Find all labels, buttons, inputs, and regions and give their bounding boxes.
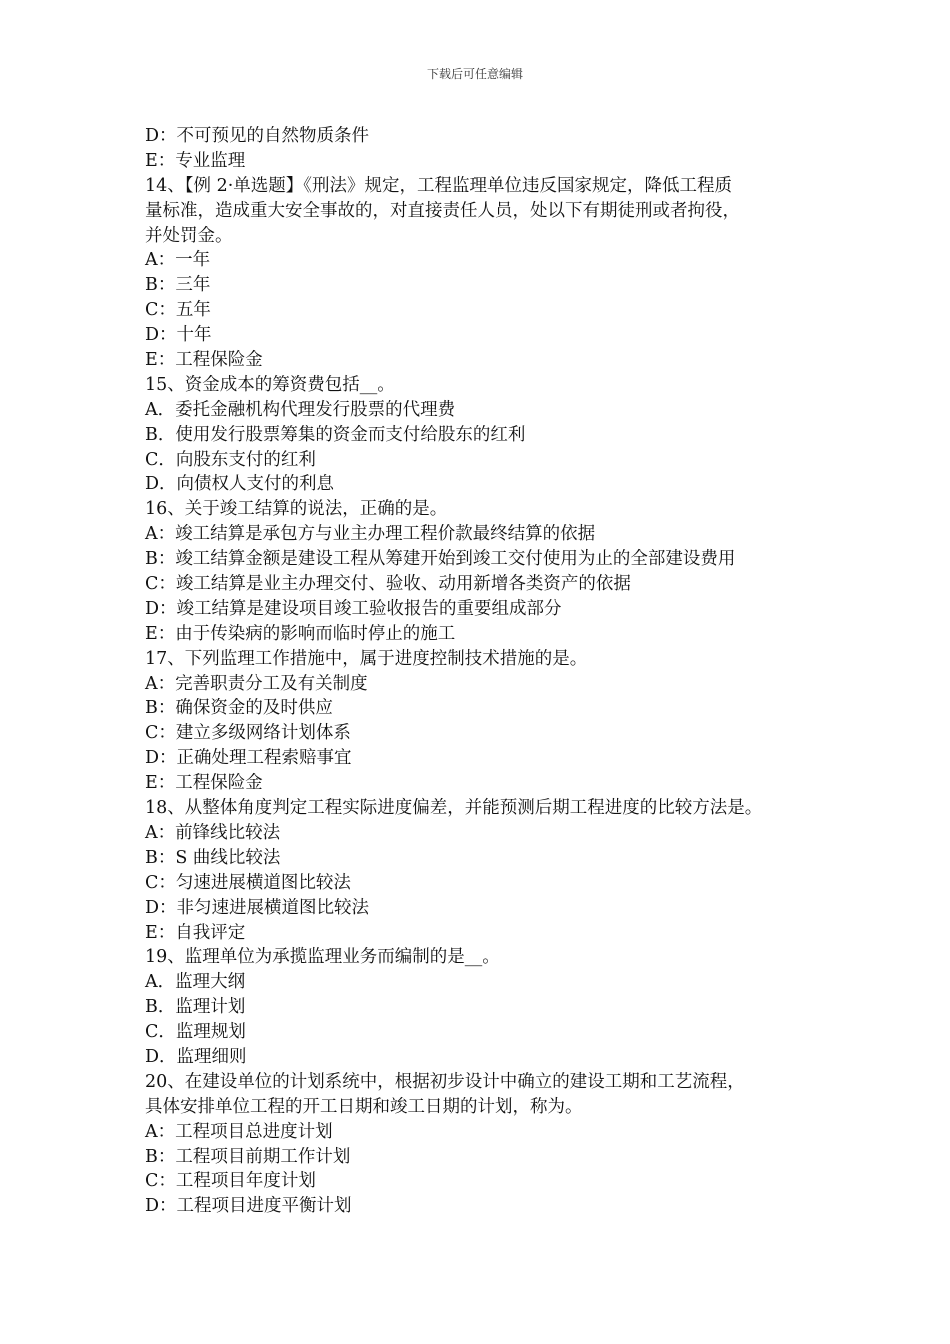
option-line: A：前锋线比较法 xyxy=(145,822,281,843)
option-line: A：竣工结算是承包方与业主办理工程价款最终结算的依据 xyxy=(145,524,596,545)
option-line: C：匀速进展横道图比较法 xyxy=(145,872,351,893)
option-line: B：S 曲线比较法 xyxy=(145,847,281,868)
question-17-line: 17、下列监理工作措施中，属于进度控制技术措施的是。 xyxy=(145,648,588,669)
option-line: B：三年 xyxy=(145,275,211,296)
option-line: B：确保资金的及时供应 xyxy=(145,698,333,719)
option-line: B：竣工结算金额是建设工程从筹建开始到竣工交付使用为止的全部建设费用 xyxy=(145,549,736,570)
option-line: D：不可预见的自然物质条件 xyxy=(145,126,370,146)
question-18-line: 18、从整体角度判定工程实际进度偏差，并能预测后期工程进度的比较方法是。 xyxy=(145,798,763,819)
question-20-line: 具体安排单位工程的开工日期和竣工日期的计划，称为。 xyxy=(145,1096,583,1117)
question-16-line: 16、关于竣工结算的说法，正确的是。 xyxy=(145,499,448,520)
question-14-line: 14、【例 2·单选题】《刑法》规定，工程监理单位违反国家规定，降低工程质 xyxy=(145,175,733,196)
option-line: E：由于传染病的影响而临时停止的施工 xyxy=(145,623,456,644)
question-19-line: 19、监理单位为承揽监理业务而编制的是__。 xyxy=(145,947,500,968)
option-line: D：非匀速进展横道图比较法 xyxy=(145,897,370,918)
option-line: C：竣工结算是业主办理交付、验收、动用新增各类资产的依据 xyxy=(145,574,631,595)
option-line: D：正确处理工程索赔事宜 xyxy=(145,748,352,769)
option-line: C．向股东支付的红利 xyxy=(145,449,316,470)
option-line: C：工程项目年度计划 xyxy=(145,1171,316,1192)
document-body xyxy=(145,124,815,1219)
option-line: E：自我评定 xyxy=(145,922,246,943)
question-14-line: 量标准，造成重大安全事故的，对直接责任人员，处以下有期徒刑或者拘役， xyxy=(145,200,740,221)
question-20-line: 20、在建设单位的计划系统中，根据初步设计中确立的建设工期和工艺流程， xyxy=(145,1071,745,1092)
option-line: D．向债权人支付的利息 xyxy=(145,474,335,495)
option-line: C．监理规划 xyxy=(145,1022,246,1043)
question-15-line: 15、资金成本的筹资费包括__。 xyxy=(145,374,395,395)
option-line: B．监理计划 xyxy=(145,997,246,1018)
option-line: D：工程项目进度平衡计划 xyxy=(145,1196,352,1217)
option-line: B．使用发行股票筹集的资金而支付给股东的红利 xyxy=(145,424,526,445)
option-line: D：十年 xyxy=(145,325,212,346)
option-line: E：工程保险金 xyxy=(145,773,263,794)
option-line: B：工程项目前期工作计划 xyxy=(145,1146,351,1167)
option-line: A．监理大纲 xyxy=(145,972,246,993)
option-line: E：工程保险金 xyxy=(145,350,263,371)
option-line: E：专业监理 xyxy=(145,150,246,171)
page-header: 下载后可任意编辑 xyxy=(426,67,523,81)
option-line: C：建立多级网络计划体系 xyxy=(145,723,351,744)
option-line: A：工程项目总进度计划 xyxy=(145,1121,333,1142)
option-line: A：完善职责分工及有关制度 xyxy=(145,673,368,694)
option-line: D．监理细则 xyxy=(145,1046,247,1067)
option-line: A．委托金融机构代理发行股票的代理费 xyxy=(145,399,456,420)
option-line: A：一年 xyxy=(145,250,211,271)
option-line: C：五年 xyxy=(145,300,211,321)
question-14-line: 并处罚金。 xyxy=(145,225,233,246)
option-line: D：竣工结算是建设项目竣工验收报告的重要组成部分 xyxy=(145,598,562,619)
